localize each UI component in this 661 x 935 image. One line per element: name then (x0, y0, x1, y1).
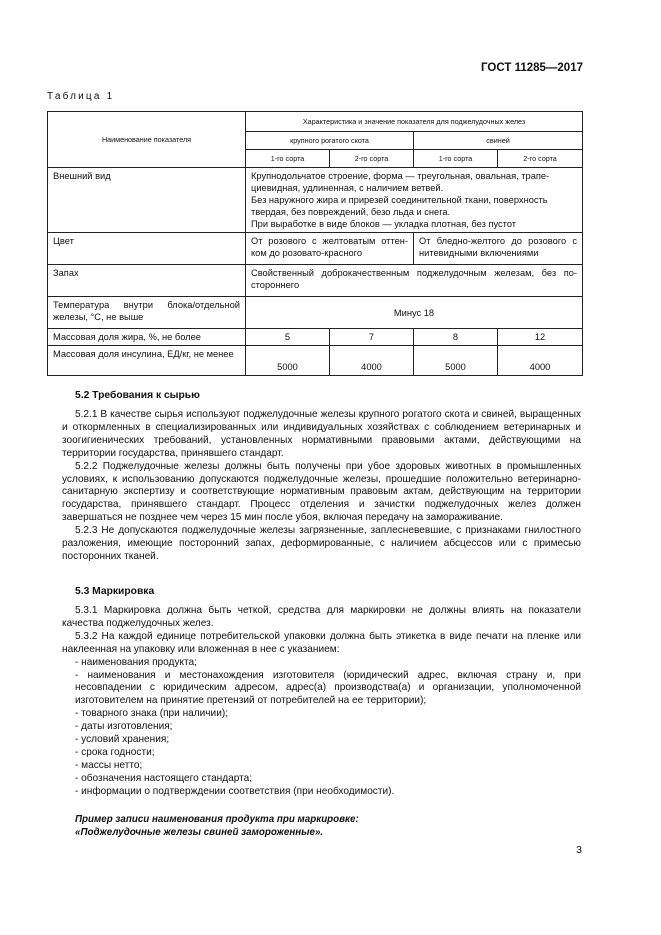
marking-bullet: - информации о подтверждении соответствия (при необходимости). (75, 785, 395, 797)
col-header-pigs: свиней (414, 132, 583, 150)
col-header-grade: 2-го сорта (330, 150, 414, 168)
insulin-value: 4000 (498, 346, 583, 376)
standard-number: ГОСТ 11285—2017 (481, 62, 583, 74)
marking-bullet: - массы нетто; (75, 759, 143, 771)
insulin-value: 4000 (330, 346, 414, 376)
row-value-smell: Свойственный доброкачественным поджелудочным железам, без по-стороннего (246, 265, 583, 297)
col-header-name: Наименование показателя (48, 112, 246, 168)
col-header-grade: 1-го сорта (414, 150, 498, 168)
row-name-appearance: Внешний вид (48, 168, 246, 233)
row-name-smell: Запах (48, 265, 246, 297)
insulin-value: 5000 (414, 346, 498, 376)
marking-bullet: - даты изготовления; (75, 721, 173, 733)
section-5-2-body (62, 409, 581, 564)
section-5-3-title: 5.3 Маркировка (75, 586, 155, 597)
marking-bullet: - обозначения настоящего стандарта; (75, 772, 253, 784)
example-line: Пример записи наименования продукта при маркировке: (75, 814, 359, 825)
example-line: «Поджелудочные железы свиней замороженные». (75, 827, 324, 838)
paragraph-5-2-1: 5.2.1 В качестве сырья используют поджелудочные железы крупного рогатого скота и свиней, выращенных и откормленных в специализированных или индивидуальных хозяйствах с соблюдением ветеринарных и зоогигиенических требований, установленных нормативными правовыми актами, действующими на территории государства, принявшего стандарт. (62, 409, 581, 459)
paragraph-5-3-2: 5.3.2 На каждой единице потребительской упаковки должна быть этикетка в виде печати на пленке или наклеенная на упаковку или вложенная в нее с указанием: (62, 630, 581, 655)
marking-bullet: - товарного знака (при наличии); (75, 708, 229, 720)
col-header-grade: 2-го сорта (498, 150, 583, 168)
fat-value: 7 (330, 329, 414, 346)
marking-bullet: - наименования продукта; (75, 656, 197, 668)
marking-bullet: - наименования и местонахождения изготовителя (юридический адрес, включая страну и, при несовпадении с юридическим адресом, адрес(а) производства(а) и организации, уполномоченной изготовителем на принятие претензий от потребителей на ее территории); (75, 669, 581, 707)
marking-bullet: - срока годности; (75, 746, 155, 758)
fat-value: 8 (414, 329, 498, 346)
specification-table (47, 111, 583, 376)
section-5-2-title: 5.2 Требования к сырью (75, 390, 200, 401)
paragraph-5-2-3: 5.2.3 Не допускаются поджелудочные железы загрязненные, заплесневевшие, с признаками гнилостного разложения, имеющие посторонний запах, деформированные, с наличием абсцессов или с примесью посторонних тканей. (62, 525, 581, 562)
fat-value: 5 (246, 329, 330, 346)
insulin-value: 5000 (246, 346, 330, 376)
row-name-fat: Массовая доля жира, %, не более (48, 329, 246, 346)
appearance-line: Крупнодольчатое строение, форма — треугольная, овальная, трапе- (251, 171, 550, 181)
appearance-line: Без наружного жира и прирезей соединительной ткани, поверхность (251, 195, 548, 205)
row-value-appearance (246, 168, 583, 233)
col-header-cattle: крупного рогатого скота (246, 132, 414, 150)
row-value-color-pigs: От бледно-желтого до розового с нитевидными включениями (414, 233, 583, 265)
row-name-insulin: Массовая доля инсулина, ЕД/кг, не менее (48, 346, 246, 376)
marking-bullet: - условий хранения; (75, 734, 170, 746)
paragraph-5-2-2: 5.2.2 Поджелудочные железы должны быть получены при убое здоровых животных в промышленных условиях, к использованию допускаются поджелудочные железы, прошедшие положительно ветеринарно-санитарную экспертизу и соответствующие нормативным правовым актам, действующим на территории государства, принявшего стандарт. Процесс отделения и зачистки поджелудочных желез должен завершаться не позднее чем через 15 мин после убоя, включая передачу на замораживание. (62, 460, 581, 524)
section-5-3-body (62, 605, 581, 799)
row-value-temperature: Минус 18 (246, 297, 583, 329)
fat-value: 12 (498, 329, 583, 346)
page-number: 3 (576, 844, 582, 856)
paragraph-5-3-1: 5.3.1 Маркировка должна быть четкой, средства для маркировки не должны влиять на показатели качества поджелудочных желез. (62, 605, 581, 629)
appearance-line: твердая, без повреждений, безо льда и снега. (251, 207, 451, 217)
row-value-color-cattle: От розового с желтоватым оттен-ком до розовато-красного (246, 233, 414, 265)
col-header-grade: 1-го сорта (246, 150, 330, 168)
col-header-group: Характеристика и значение показателя для поджелудочных желез (246, 112, 583, 132)
appearance-line: циевидная, удлиненная, с наличием ветвей. (251, 183, 444, 193)
row-name-color: Цвет (48, 233, 246, 265)
table-caption: Таблица 1 (47, 91, 115, 102)
row-name-temperature: Температура внутри блока/отдельной железы, °С, не выше (48, 297, 246, 329)
appearance-line: При выработке в виде блоков — укладка плотная, без пустот (251, 219, 517, 229)
